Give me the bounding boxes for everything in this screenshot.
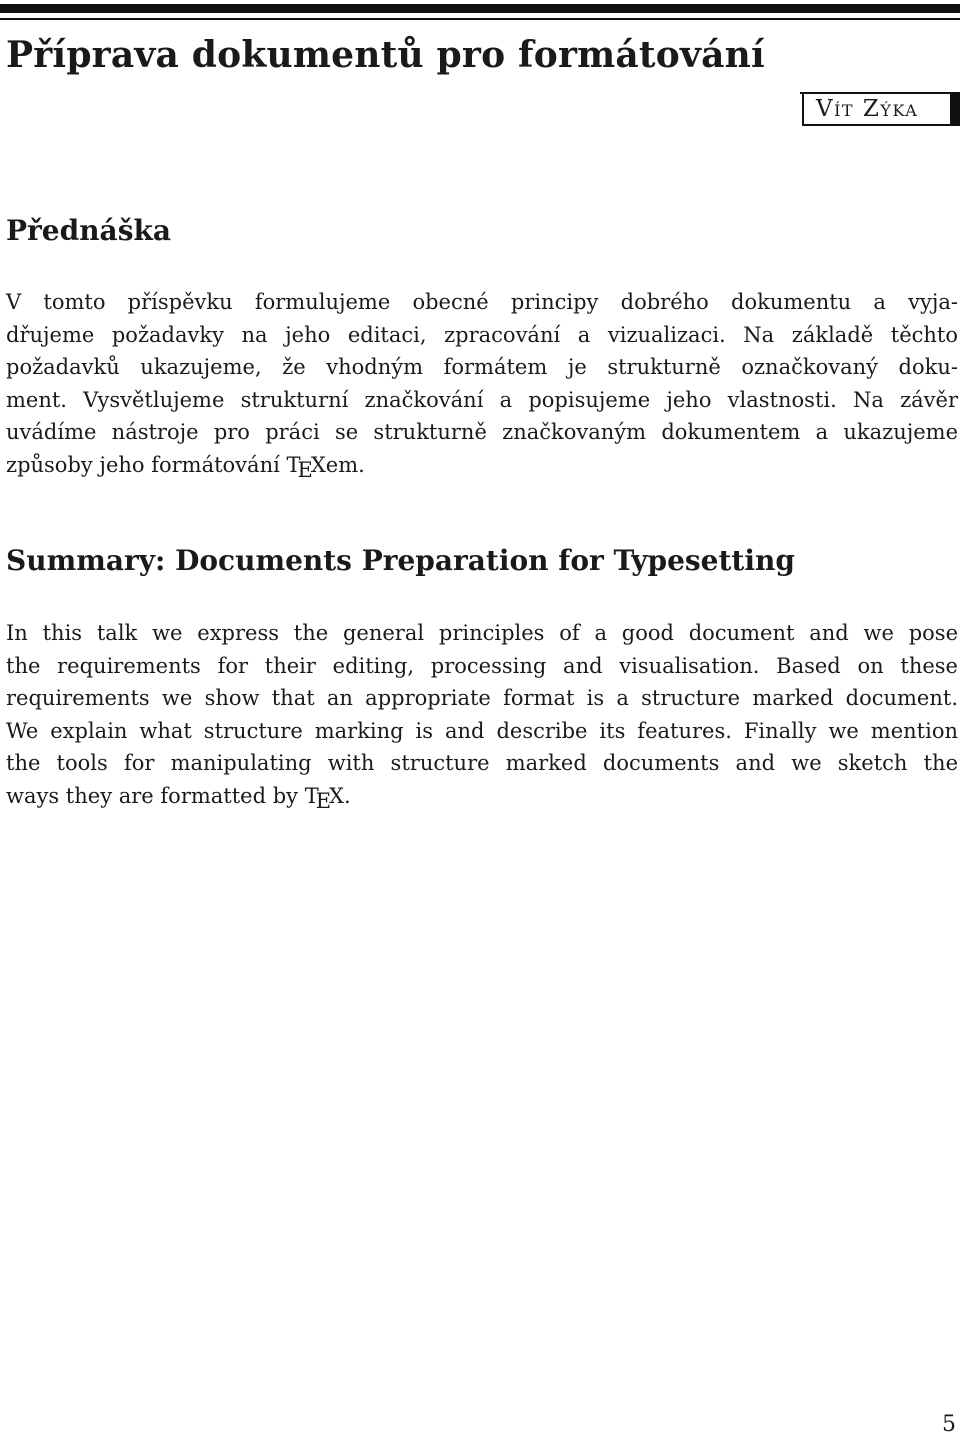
paragraph-last-line bbox=[6, 780, 958, 813]
header-thick-rule bbox=[0, 4, 960, 13]
english-summary-paragraph bbox=[6, 617, 958, 812]
paragraph-line: požadavků ukazujeme, že vhodným formátem je strukturně označkovaný doku- bbox=[6, 355, 958, 379]
line-text: způsoby jeho formátování T bbox=[6, 452, 301, 477]
paragraph-last-line bbox=[6, 449, 958, 482]
author-box-right-bar bbox=[950, 94, 960, 126]
line-text: ways they are formatted by T bbox=[6, 783, 319, 808]
paragraph-line: In this talk we express the general principles of a good document and we pose bbox=[6, 621, 958, 645]
author-box-left-rule bbox=[802, 94, 804, 126]
paragraph-line: ment. Vysvětlujeme strukturní značkování a popisujeme jeho vlastnosti. Na závěr bbox=[6, 387, 958, 412]
tex-logo-e: E bbox=[297, 457, 313, 482]
line-text: X. bbox=[329, 783, 351, 808]
paragraph-line: uvádíme nástroje pro práci se strukturně značkovaným dokumentem a ukazujeme bbox=[6, 420, 958, 444]
line-text: Xem. bbox=[310, 452, 365, 477]
header-thin-rule bbox=[0, 18, 960, 20]
paragraph-line: V tomto příspěvku formulujeme obecné principy dobrého dokumentu a vyja- bbox=[6, 290, 958, 314]
page-number: 5 bbox=[942, 1412, 956, 1437]
document-title: Příprava dokumentů pro formátování bbox=[6, 34, 765, 76]
czech-abstract-heading: Přednáška bbox=[6, 214, 172, 247]
author-name: Vít Zýka bbox=[816, 96, 919, 122]
paragraph-line: the requirements for their editing, processing and visualisation. Based on these bbox=[6, 653, 958, 678]
czech-abstract-paragraph bbox=[6, 286, 958, 481]
paragraph-line: dřujeme požadavky na jeho editaci, zpracování a vizualizaci. Na základě těchto bbox=[6, 322, 958, 347]
author-box-bottom-rule bbox=[802, 124, 960, 126]
paragraph-line: requirements we show that an appropriate format is a structure marked document. bbox=[6, 686, 958, 710]
tex-logo-e: E bbox=[315, 788, 332, 813]
paragraph-line: We explain what structure marking is and describe its features. Finally we mention bbox=[6, 718, 958, 743]
english-summary-heading: Summary: Documents Preparation for Typesetting bbox=[6, 544, 795, 577]
paragraph-line: the tools for manipulating with structure marked documents and we sketch the bbox=[6, 751, 958, 775]
author-box bbox=[802, 94, 950, 126]
